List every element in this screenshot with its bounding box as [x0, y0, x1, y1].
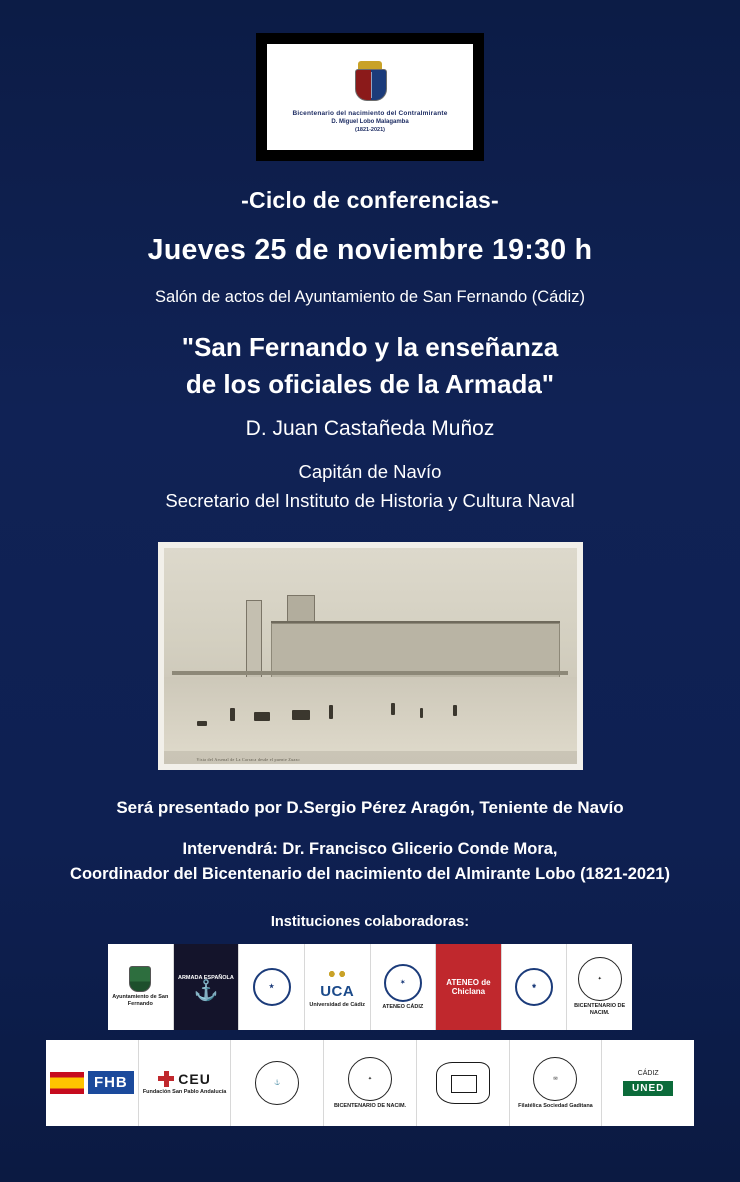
header-logo-line3: (1821-2021) [355, 127, 385, 134]
wheat-icon [324, 965, 350, 983]
fhb-acronym: FHB [88, 1071, 134, 1094]
logo-label: ARMADA ESPAÑOLA [177, 974, 234, 981]
collaborator-logo-strip-2 [46, 1040, 694, 1126]
fhb-logo [46, 1040, 139, 1126]
logo-label: ATENEO CÁDIZ [382, 1003, 424, 1010]
logo-label: Filatélica Sociedad Gaditana [518, 1102, 593, 1109]
spain-flag-icon [50, 1072, 84, 1094]
cross-icon [158, 1071, 174, 1087]
logo-sublabel: CÁDIZ [637, 1069, 659, 1077]
ring-emblem-icon: ✦ [348, 1057, 392, 1101]
header-logo-inner [267, 44, 473, 150]
bicentenario-nacimiento-logo [324, 1040, 417, 1126]
collaborator-logo-strip-1 [108, 944, 632, 1030]
cycle-heading: -Ciclo de conferencias- [241, 187, 499, 213]
header-logo-line1: Bicentenario del nacimiento del Contralmirante [292, 109, 448, 117]
uned-cadiz-logo [602, 1040, 694, 1126]
speaker-position: Secretario del Instituto de Historia y Cultura Naval [165, 489, 575, 511]
ring-emblem-icon: ✉ [533, 1057, 577, 1101]
logo-sublabel: Fundación San Pablo Andalucía [142, 1088, 227, 1095]
logo-label: Ayuntamiento de San Fernando [112, 994, 169, 1007]
circulo-naval-logo [239, 944, 305, 1030]
ceu-acronym: CEU [178, 1070, 211, 1087]
asociacion-hispanica-logo [417, 1040, 510, 1126]
logo-label: ATENEO de Chiclana [446, 977, 491, 996]
ceu-san-pablo-logo [139, 1040, 232, 1126]
armada-espanola-logo [174, 944, 240, 1030]
casino-gaditano-logo [567, 944, 632, 1030]
conference-title [182, 329, 558, 403]
intervention-line2: Coordinador del Bicentenario del nacimiento del Almirante Lobo (1821-2021) [70, 865, 670, 884]
presented-by-text: Será presentado por D.Sergio Pérez Aragón, Teniente de Navío [116, 797, 624, 817]
uned-acronym: UNED [623, 1081, 673, 1096]
logo-label: Universidad de Cádiz [309, 1002, 365, 1008]
speaker-rank: Capitán de Navío [298, 460, 442, 482]
ateneo-de-chiclana-logo [436, 944, 502, 1030]
event-venue: Salón de actos del Ayuntamiento de San Fernando (Cádiz) [155, 288, 585, 306]
intervention-line1: Intervendrá: Dr. Francisco Glicerio Conde Mora, [182, 839, 558, 858]
crest-icon: ✶ [384, 964, 422, 1002]
sociedad-filatelica-logo [510, 1040, 603, 1126]
engraving-caption: Vista del Arsenal de La Carraca desde el puente Zuazo [196, 756, 300, 762]
intervention-text [70, 837, 670, 888]
logo-label: BICENTENARIO DE NACIM. [333, 1102, 407, 1109]
shield-icon [129, 966, 151, 992]
conference-title-line1: "San Fernando y la enseñanza [181, 332, 559, 362]
collaborators-title: Instituciones colaboradoras: [270, 913, 470, 930]
uca-acronym: UCA [320, 983, 355, 1000]
ring-emblem-icon: ⚓ [255, 1061, 299, 1105]
spain-map-icon [436, 1062, 490, 1104]
header-logo-box [256, 33, 484, 161]
circular-emblem-icon: ★ [253, 968, 291, 1006]
conference-title-line2: de los oficiales de la Armada" [185, 368, 555, 399]
ateneo-cadiz-logo [371, 944, 437, 1030]
coat-of-arms-icon [352, 61, 388, 103]
universidad-de-cadiz-logo [305, 944, 371, 1030]
event-date: Jueves 25 de noviembre 19:30 h [147, 234, 593, 266]
ayuntamiento-san-fernando-logo [108, 944, 174, 1030]
speaker-name: D. Juan Castañeda Muñoz [245, 416, 495, 440]
logo-label: BICENTENARIO DE NACIM. [574, 1003, 626, 1016]
real-academia-logo [502, 944, 568, 1030]
anchor-icon: ⚓ [193, 980, 219, 1003]
engraving-frame [158, 542, 583, 770]
header-logo-line2: D. Miguel Lobo Malagamba [331, 119, 409, 126]
instituto-historia-cultura-naval-logo [231, 1040, 324, 1126]
ring-emblem-icon: ✦ [578, 957, 622, 1001]
historic-engraving-image [164, 548, 577, 764]
crest-icon: ⚜ [515, 968, 553, 1006]
